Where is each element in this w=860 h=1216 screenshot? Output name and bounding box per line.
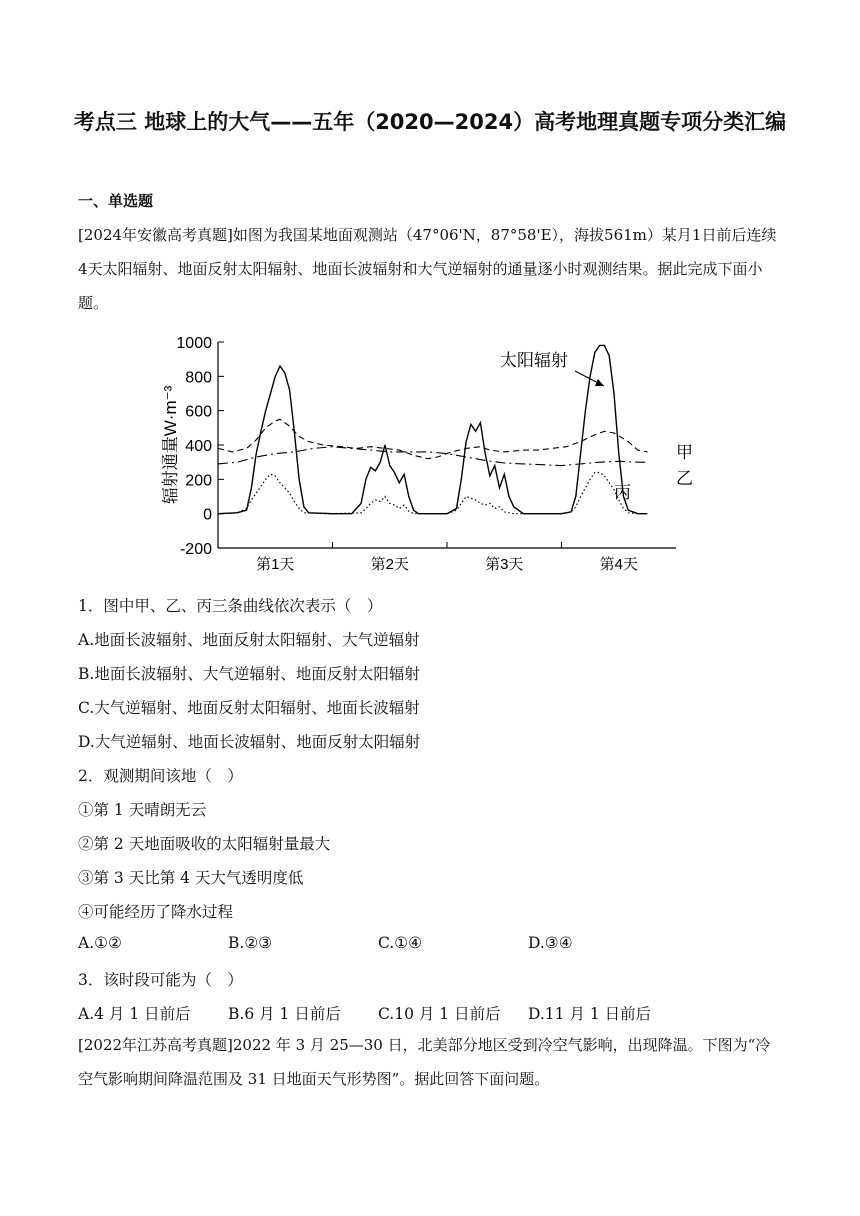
q2-option-c: C.①④	[378, 934, 423, 952]
q2-statement-1: ①第 1 天晴朗无云	[78, 801, 207, 819]
q2-statement-2: ②第 2 天地面吸收的太阳辐射量最大	[78, 835, 331, 853]
x-tick-label: 第3天	[485, 556, 524, 573]
q1-option-d: D.大气逆辐射、地面长波辐射、地面反射太阳辐射	[78, 733, 421, 751]
q1-option-a: A.地面长波辐射、地面反射太阳辐射、大气逆辐射	[78, 631, 420, 649]
q3-option-d: D.11 月 1 日前后	[528, 1005, 652, 1023]
solar-annotation-arrowhead	[595, 379, 604, 386]
y-tick-label: 400	[185, 438, 212, 455]
q3-stem: 3．该时段可能为（ ）	[78, 971, 243, 989]
q2-statement-4: ④可能经历了降水过程	[78, 903, 234, 921]
q3-option-a: A.4 月 1 日前后	[78, 1005, 191, 1023]
q1-stem: 1．图中甲、乙、丙三条曲线依次表示（ ）	[78, 597, 383, 615]
intro-paragraph-2: [2022年江苏高考真题]2022 年 3 月 25—30 日，北美部分地区受到冷空气影响，出现降温。下图为“冷空气影响期间降温范围及 31 日地面天气形势图”。据此回答下面问题。	[78, 1036, 771, 1088]
intro-paragraph-1: [2024年安徽高考真题]如图为我国某地面观测站（47°06'N，87°58'E），海拔561m）某月1日前后连续4天太阳辐射、地面反射太阳辐射、地面长波辐射和大气逆辐射的通量逐小时观测结果。据此完成下面小题。	[78, 226, 777, 312]
q3-option-c: C.10 月 1 日前后	[378, 1005, 501, 1023]
series-line-dotted	[218, 473, 647, 514]
q1-option-c: C.大气逆辐射、地面反射太阳辐射、地面长波辐射	[78, 699, 420, 717]
page-title: 考点三 地球上的大气——五年（2020—2024）高考地理真题专项分类汇编	[73, 110, 787, 134]
x-tick-label: 第4天	[599, 556, 638, 573]
q2-statement-3: ③第 3 天比第 4 天大气透明度低	[78, 869, 304, 887]
series-line-solid	[218, 345, 647, 513]
q2-stem: 2．观测期间该地（ ）	[78, 767, 243, 785]
x-tick-label: 第1天	[256, 556, 295, 573]
q3-option-b: B.6 月 1 日前后	[228, 1005, 341, 1023]
series-line-dashdot	[218, 447, 647, 466]
series-label-yi: 乙	[676, 469, 693, 488]
series-line-dashed	[218, 419, 647, 458]
solar-annotation-arrow	[575, 371, 604, 386]
section-heading: 一、单选题	[78, 192, 154, 210]
q2-option-a: A.①②	[78, 934, 122, 952]
q1-option-b: B.地面长波辐射、大气逆辐射、地面反射太阳辐射	[78, 665, 420, 683]
q2-option-d: D.③④	[528, 934, 573, 952]
y-tick-label: 200	[185, 472, 212, 490]
y-axis-label: 辐射通量W·m⁻³	[161, 385, 180, 505]
y-tick-label: -200	[179, 541, 212, 558]
solar-annotation-label: 太阳辐射	[500, 351, 568, 370]
y-tick-label: 1000	[176, 335, 212, 352]
x-tick-label: 第2天	[370, 556, 409, 573]
series-label-bing: 丙	[614, 483, 631, 502]
y-tick-label: 600	[185, 403, 212, 421]
y-tick-label: 0	[203, 506, 212, 524]
series-label-jia: 甲	[676, 443, 693, 462]
q2-option-b: B.②③	[228, 934, 273, 952]
y-tick-label: 800	[185, 369, 212, 387]
